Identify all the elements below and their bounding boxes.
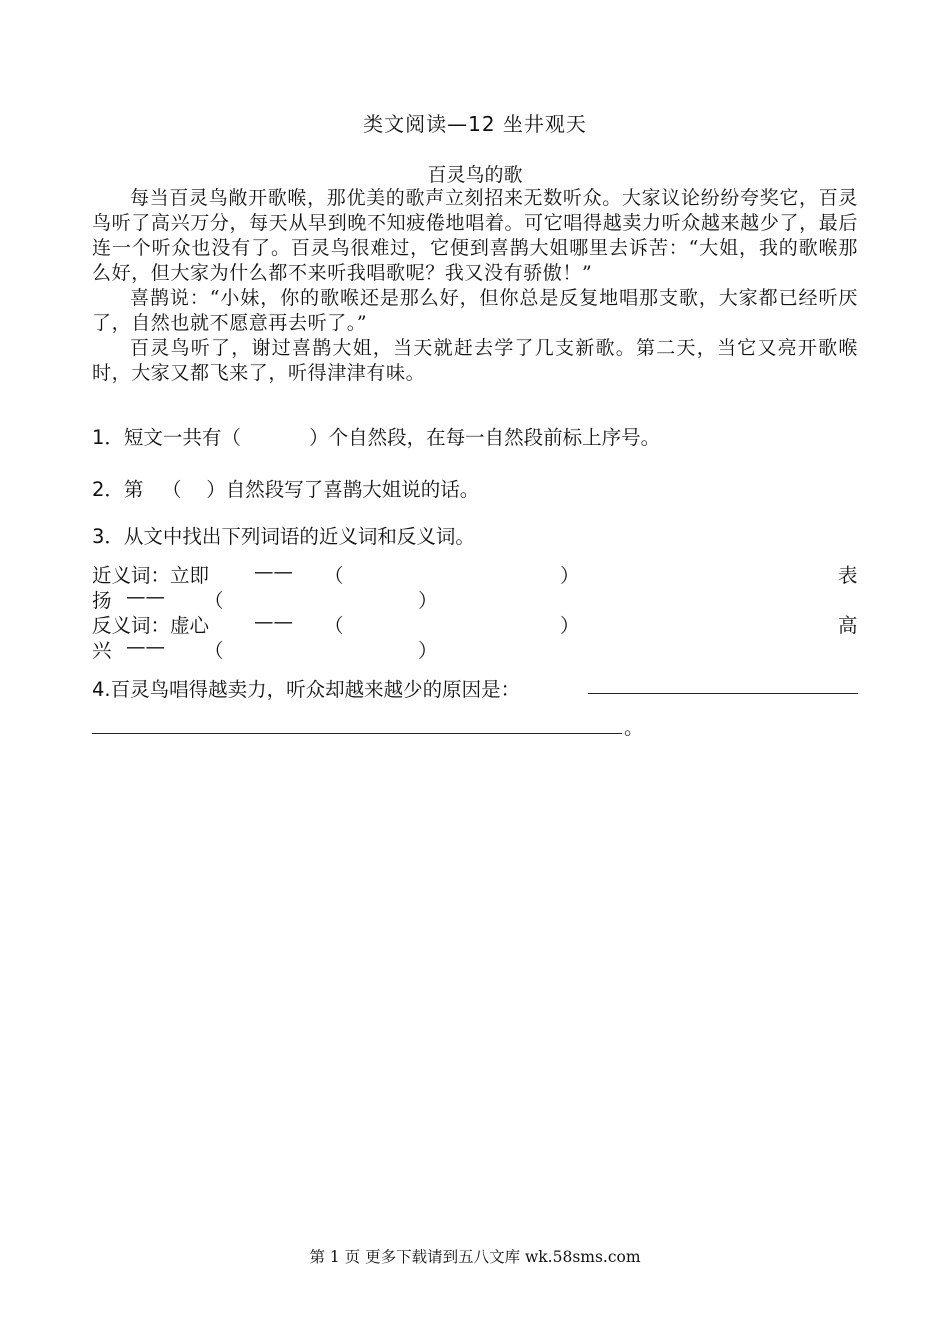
open-paren: （ xyxy=(204,589,224,612)
open-paren: （ xyxy=(324,614,344,637)
synonym-row-2 xyxy=(92,585,858,610)
dash: —— xyxy=(126,585,165,608)
story-title: 百灵鸟的歌 xyxy=(427,164,523,186)
question-2: 2．第 （ ）自然段写了喜鹊大姐说的话。 xyxy=(92,478,480,501)
dash: —— xyxy=(254,560,293,583)
story-paragraph: 百灵鸟听了，谢过喜鹊大姐，当天就赶去学了几支新歌。第二天，当它又亮开歌喉时，大家又都飞来了，听得津津有味。 xyxy=(92,337,858,384)
word-xing: 兴 xyxy=(92,639,112,662)
question-1: 1．短文一共有（ ）个自然段，在每一自然段前标上序号。 xyxy=(92,426,661,449)
open-paren: （ xyxy=(324,564,344,587)
answer-blank-line[interactable] xyxy=(588,693,858,694)
page-title: 类文阅读—12 坐井观天 xyxy=(363,112,587,136)
question-4-text: 4.百灵鸟唱得越卖力，听众却越来越少的原因是： xyxy=(92,678,521,701)
close-paren: ） xyxy=(560,614,580,637)
close-paren: ） xyxy=(418,589,438,612)
dash: —— xyxy=(254,610,293,633)
dash: —— xyxy=(126,635,165,658)
close-paren: ） xyxy=(560,564,580,587)
word-yang: 扬 xyxy=(92,589,112,612)
page-footer: 第 1 页 更多下载请到五八文库 wk.58sms.com xyxy=(309,1248,641,1266)
end-mark: 。 xyxy=(624,716,644,739)
story-text xyxy=(92,186,858,386)
answer-blank-line[interactable] xyxy=(92,733,622,734)
open-paren: （ xyxy=(204,639,224,662)
antonym-row-2 xyxy=(92,635,858,660)
story-paragraph: 每当百灵鸟敞开歌喉，那优美的歌声立刻招来无数听众。大家议论纷纷夸奖它，百灵鸟听了高兴万分，每天从早到晚不知疲倦地唱着。可它唱得越卖力听众越来越少了，最后连一个听众也没有了。百灵鸟很难过，它便到喜鹊大姐哪里去诉苦：“大姐，我的歌喉那么好，但大家为什么都不来听我唱歌呢？我又没有骄傲！” xyxy=(92,187,858,284)
antonym-label: 反义词：虚心 xyxy=(92,614,210,637)
word-gao: 高 xyxy=(838,614,858,637)
synonym-label: 近义词：立即 xyxy=(92,564,210,587)
question-4 xyxy=(92,674,858,700)
close-paren: ） xyxy=(418,639,438,662)
story-paragraph: 喜鹊说：“小妹，你的歌喉还是那么好，但你总是反复地唱那支歌，大家都已经听厌了，自然也就不愿意再去听了。” xyxy=(92,287,858,334)
question-3: 3．从文中找出下列词语的近义词和反义词。 xyxy=(92,525,475,548)
synonym-row xyxy=(92,560,858,585)
word-biao: 表 xyxy=(838,564,858,587)
antonym-row xyxy=(92,610,858,635)
